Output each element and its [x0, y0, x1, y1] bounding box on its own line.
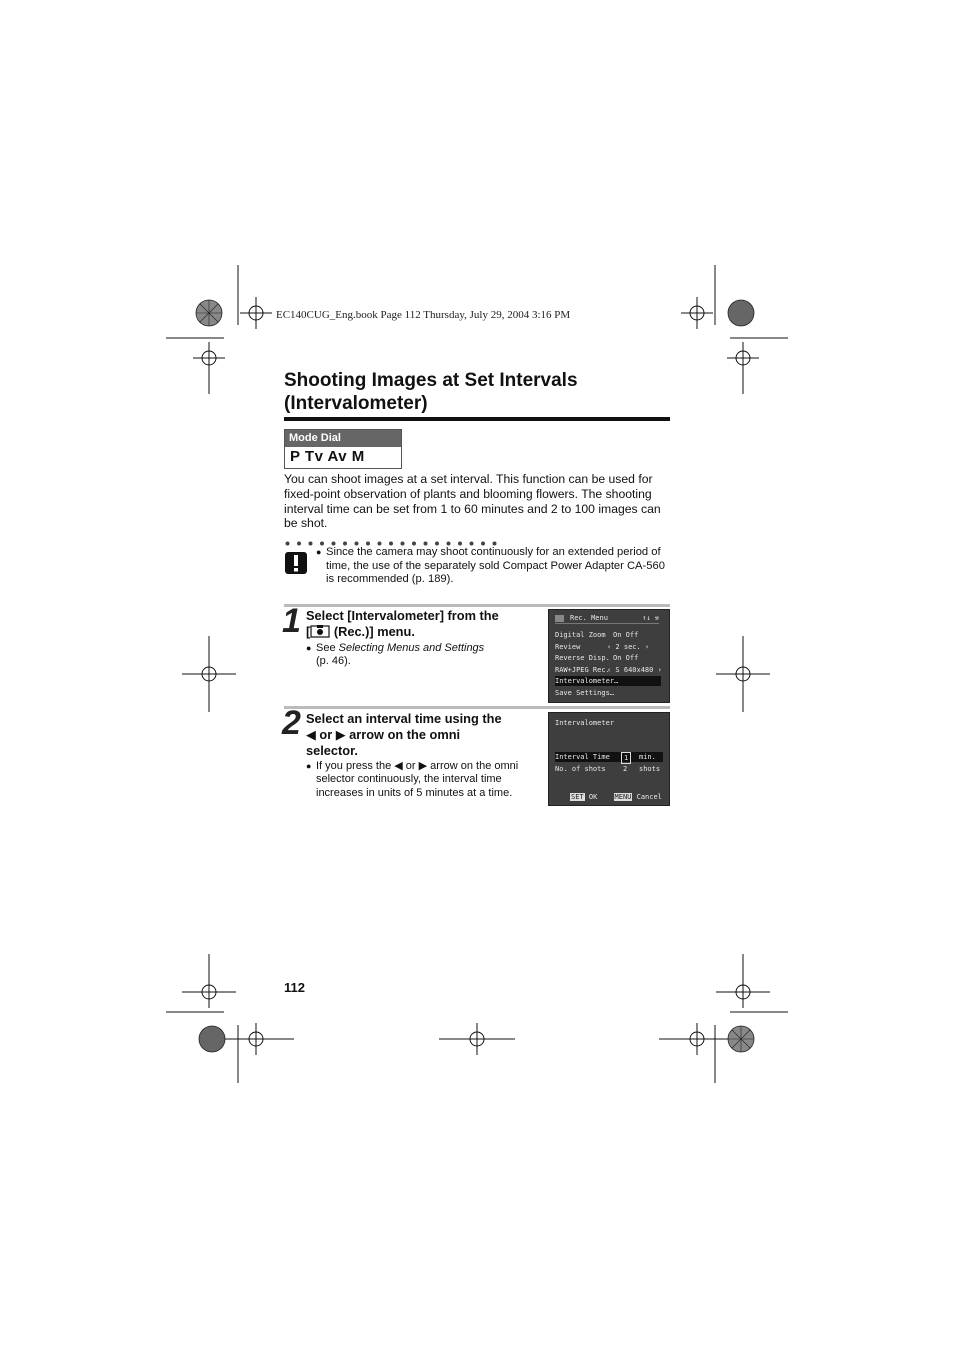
- step-1-title: [306, 608, 542, 640]
- caution-icon: [284, 551, 308, 575]
- step-2-title-line-3: selector.: [306, 743, 358, 758]
- screen-interval-row: Interval Time 1 min.: [555, 752, 663, 762]
- step-1-note: ● See Selecting Menus and Settings (p. 46).: [306, 642, 485, 668]
- screen-menu-row-selected: Intervalometer…: [555, 676, 661, 686]
- screen-menu-row: RAW+JPEG Rec. ‹ S 640x480 ›: [555, 666, 662, 674]
- camera-icon: [310, 625, 330, 638]
- page-title: [284, 369, 674, 415]
- step-1-rule: [284, 604, 670, 607]
- screen-shots-row: No. of shots 2 shots: [555, 765, 661, 773]
- camera-tab-icon: [555, 615, 564, 622]
- step-2-number: 2: [282, 704, 301, 742]
- title-line-1: Shooting Images at Set Intervals: [284, 370, 578, 391]
- intervalometer-screen: [548, 712, 670, 806]
- bullet-icon: ●: [306, 761, 312, 771]
- mode-dial-box: [284, 429, 402, 469]
- screen-menu-header: Rec. Menu ↑↓ ⚒: [555, 613, 659, 624]
- mode-dial-modes: P Tv Av M: [290, 448, 365, 465]
- screen-menu-row: Review ‹ 2 sec. ›: [555, 643, 650, 651]
- mode-dial-label: Mode Dial: [285, 430, 401, 447]
- intro-paragraph: You can shoot images at a set interval. This function can be used for fixed-point observation of plants and blooming flowers. The shooting interval time can be set from 1 to 60 minutes and 2 to 100 images can be shot.: [284, 472, 661, 531]
- step-1-title-line-2: [ (Rec.)] menu.: [306, 624, 415, 639]
- screen-menu-row: Reverse Disp. On Off: [555, 654, 639, 662]
- bullet-icon: ●: [306, 643, 312, 653]
- step-1-number: 1: [282, 602, 301, 640]
- step-1-title-line-1: Select [Intervalometer] from the: [306, 608, 499, 623]
- screen-menu-row: Save Settings…: [555, 689, 615, 697]
- step-2-title: [306, 711, 542, 759]
- left-arrow-icon: ◀: [394, 760, 403, 772]
- page-number: 112: [284, 980, 305, 995]
- bullet-icon: ●: [316, 547, 322, 557]
- step-2-title-line-1: Select an interval time using the: [306, 711, 502, 726]
- screen-menu-row: Digital Zoom On Off: [555, 631, 639, 639]
- screen-footer: SET OK MENU Cancel: [571, 793, 662, 801]
- print-header: EC140CUG_Eng.book Page 112 Thursday, July 29, 2004 3:16 PM: [276, 309, 571, 321]
- title-rule: [284, 417, 670, 421]
- caution-text: Since the camera may shoot continuously for an extended period of time, the use of the separately sold Compact Power Adapter CA-560 is recommended (p. 189).: [326, 546, 665, 586]
- caution-note: [316, 546, 674, 587]
- right-arrow-icon: ▶: [335, 727, 346, 742]
- title-line-2: (Intervalometer): [284, 393, 428, 414]
- right-arrow-icon: ▶: [418, 760, 428, 772]
- screen-title: Intervalometer: [555, 719, 615, 727]
- left-arrow-icon: ◀: [306, 727, 316, 742]
- step-2-title-line-2: ◀ or ▶ arrow on the omni: [306, 727, 461, 742]
- step-2-rule: [284, 706, 670, 709]
- rec-menu-screen: [548, 609, 670, 703]
- step-2-note: ● If you press the ◀ or ▶ arrow on the omni selector continuously, the interval time increases in units of 5 minutes at a time.: [306, 760, 519, 799]
